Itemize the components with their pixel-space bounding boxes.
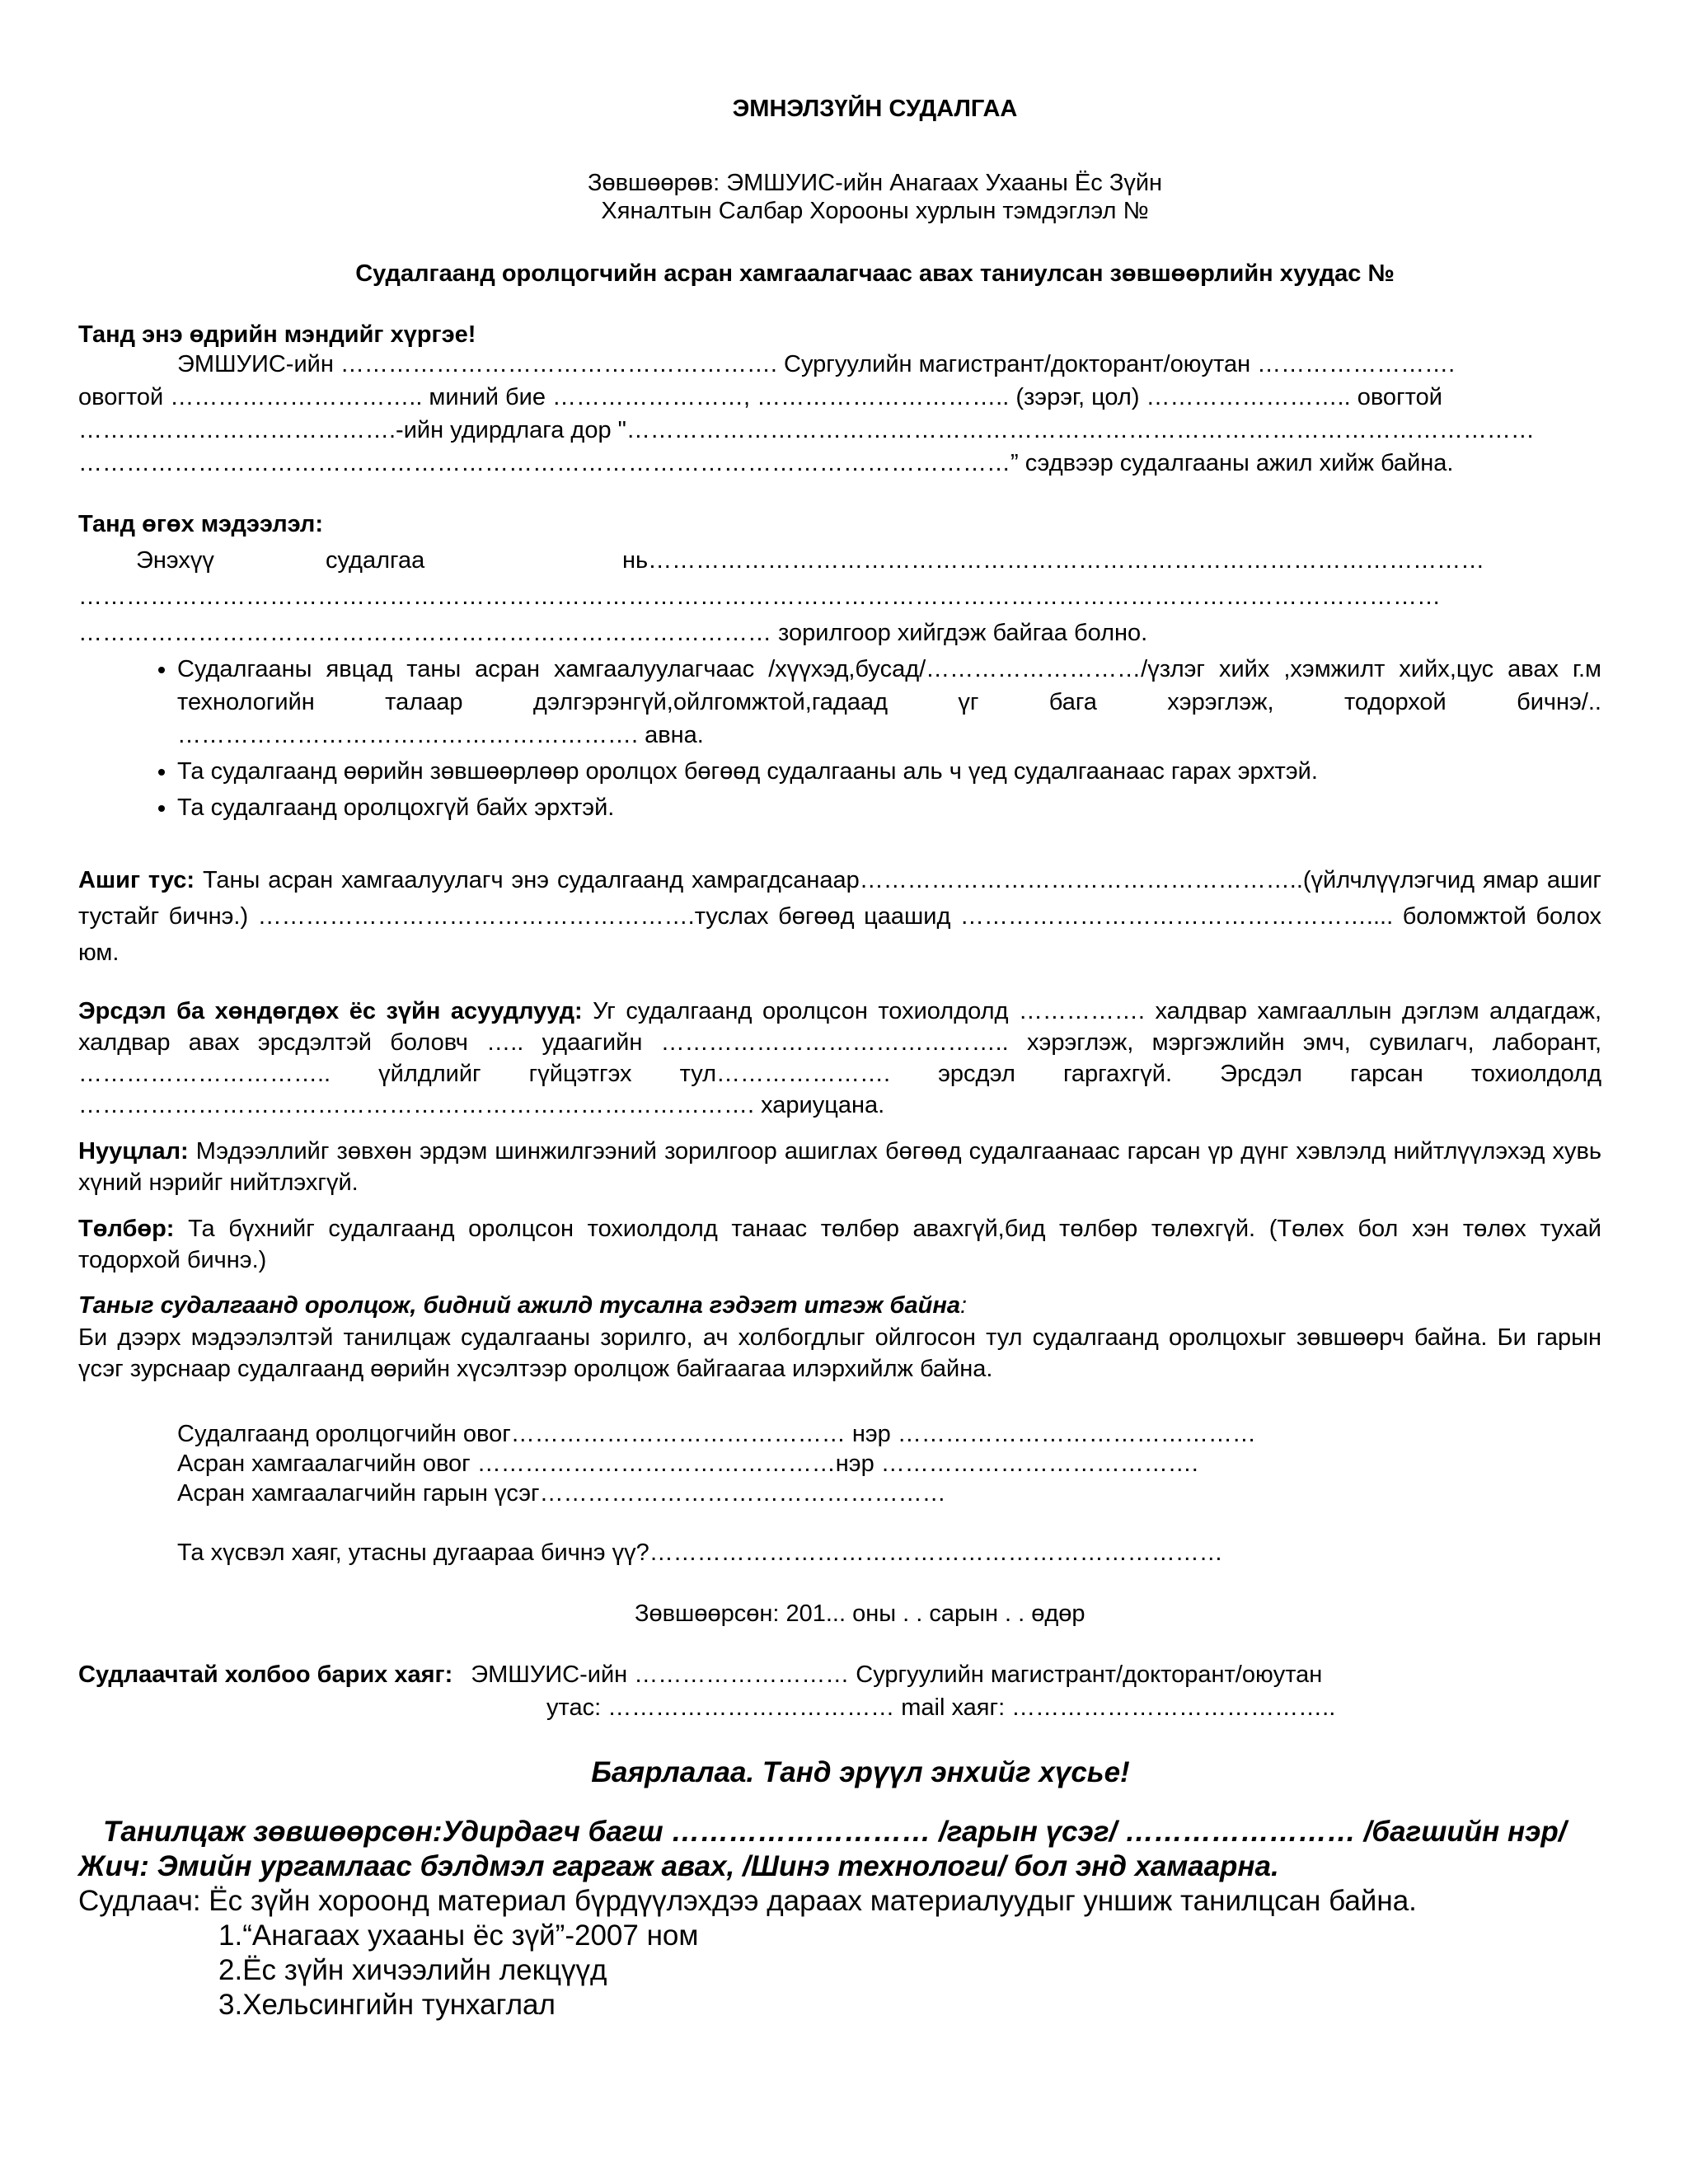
document-page bbox=[78, 92, 1601, 2022]
material-item: 3.Хельсингийн тунхаглал bbox=[218, 1989, 556, 2021]
benefit-label: Ашиг тус: bbox=[78, 867, 195, 893]
greeting-line-2: овогтой ………………………….. миний бие ……………………, ………………………….. (зэрэг, цол) …………………….. овогтой bbox=[78, 384, 1442, 410]
contact-question: Та хүсвэл хаяг, утасны дугаараа бичнэ үү?……………………………………………………………… bbox=[177, 1540, 1223, 1566]
researcher-contact-line-2: утас: ……………………………… mail хаяг: ………………………………….. bbox=[546, 1694, 1336, 1721]
date-line: Зөвшөөрсөн: 201... оны . . сарын . . өдөр bbox=[635, 1601, 1085, 1627]
benefit-text: Таны асран хамгаалуулагч энэ судалгаанд хамрагдсанаар………………………………………………..(үйлчлүүлэгчид ямар ашиг тустайг бичнэ.) ……………………………………………….туслах бөгөөд цаашид …………………………………………….... боломжтой болох юм. bbox=[78, 867, 1601, 966]
form-title: Судалгаанд оролцогчийн асран хамгаалагчаас авах таниулсан зөвшөөрлийн хуудас № bbox=[355, 260, 1395, 287]
consent-heading: Таныг судалгаанд оролцож, бидний ажилд тусална гэдэгт итгэж байна bbox=[78, 1292, 960, 1319]
greeting-heading: Танд энэ өдрийн мэндийг хүргэе! bbox=[78, 321, 476, 348]
payment-label: Төлбөр: bbox=[78, 1216, 175, 1242]
researcher-contact-line-1: ЭМШУИС-ийн ……………………… Сургуулийн магистрант/докторант/оюутан bbox=[471, 1661, 1323, 1688]
payment-text: Та бүхнийг судалгаанд оролцсон тохиолдолд танаас төлбөр авахгүй,бид төлбөр төлөхгүй. (Төлөх бол хэн төлөх тухай тодорхой бичнэ.) bbox=[78, 1216, 1601, 1273]
info-purpose-line: …………………………………………………………………………… зорилгоор хийгдэж байгаа болно. bbox=[78, 620, 1148, 646]
info-bullet-list bbox=[78, 653, 1601, 824]
risk-label: Эрсдэл ба хөндөгдөх ёс зүйн асуудлууд: bbox=[78, 998, 583, 1024]
consent-heading-row bbox=[78, 1289, 1601, 1322]
note-line: Жич: Эмийн ургамлаас бэлдмэл гаргаж авах, /Шинэ технологи/ бол энд хамаарна. bbox=[78, 1850, 1279, 1882]
info-heading: Танд өгөх мэдээлэл: bbox=[78, 511, 324, 537]
consent-heading-colon: : bbox=[959, 1292, 968, 1319]
info-bullet: • Та судалгаанд өөрийн зөвшөөрлөөр оролцох бөгөөд судалгааны аль ч үед судалгаанаас гарах эрхтэй. bbox=[177, 755, 1601, 788]
greeting-block bbox=[78, 348, 1601, 480]
info-intro-a: Энэхүү bbox=[136, 547, 214, 574]
privacy-label: Нууцлал: bbox=[78, 1138, 189, 1165]
greeting-line-4: ………………………………………………………………………………………………………” сэдвээр судалгааны ажил хийж байна. bbox=[78, 450, 1454, 476]
risk-text: Уг судалгаанд оролцсон тохиолдолд ……………. халдвар хамгааллын дэглэм алдагдаж, халдвар авах эрсдэлтэй боловч ….. удаагийн …………………………………….. хэрэглэж, мэргэжлийн эмч, сувилагч, лаборант, ………………………….. үйлдлийг гүйцэтгэх тул…………………. эрсдэл гаргахгүй. Эрсдэл гарсан тохиолдолд …………………………………………………………………………. хариуцана. bbox=[78, 998, 1602, 1118]
info-intro bbox=[78, 544, 1601, 577]
consent-text: Би дээрх мэдээлэлтэй танилцаж судалгааны зорилго, ач холбогдлыг ойлгосон тул судалгаанд оролцохыг зөвшөөрч байна. Би гарын үсэг зурснаар судалгаанд өөрийн хүсэлтээр оролцож байгаагаа илэрхийлж байна. bbox=[78, 1324, 1601, 1382]
privacy-text: Мэдээллийг зөвхөн эрдэм шинжилгээний зорилгоор ашиглах бөгөөд судалгаанаас гарсан үр дүнг хэвлэлд нийтлүүлэхэд хувь хүний нэрийг нийтлэхгүй. bbox=[78, 1138, 1601, 1196]
approval-line-1: Зөвшөөрөв: ЭМШУИС-ийн Анагаах Ухааны Ёс Зүйн bbox=[587, 170, 1163, 196]
approval-line-2: Хяналтын Салбар Хорооны хурлын тэмдэглэл № bbox=[601, 198, 1149, 224]
greeting-line-3: ………………………………….-ийн удирдлага дор "…………………………………………………………………………………………………… bbox=[78, 417, 1535, 443]
researcher-contact bbox=[78, 1658, 1601, 1691]
participant-name-field: Судалгаанд оролцогчийн овог…………………………………… нэр ……………………………………… bbox=[177, 1421, 1256, 1447]
benefit-section bbox=[78, 862, 1601, 971]
material-item: 1.“Анагаах ухааны ёс зүй”-2007 ном bbox=[218, 1919, 699, 1952]
info-bullet: • Судалгааны явцад таны асран хамгаалуулагчаас /хүүхэд,бусад/………………………/үзлэг хийх ,хэмжилт хийх,цус авах г.м технологийн талаар дэлгэрэнгүй,ойлгомжтой,гадаад үг бага хэрэглэж, тодорхой бичнэ/.. …………………………………………………. авна. bbox=[177, 653, 1601, 752]
researcher-statement: Судлаач: Ёс зүйн хороонд материал бүрдүүлэхдээ дараах материалуудыг уншиж танилцсан байна. bbox=[78, 1885, 1417, 1917]
materials-list bbox=[78, 1919, 1601, 2022]
payment-section bbox=[78, 1213, 1601, 1276]
guardian-name-field: Асран хамгаалагчийн овог ………………………………………нэр …………………………………. bbox=[177, 1451, 1198, 1477]
info-intro-c: нь…………………………………………………………………………………………… bbox=[622, 547, 1485, 574]
researcher-contact-label: Судлаачтай холбоо барих хаяг: bbox=[78, 1661, 453, 1688]
supervisor-line: Танилцаж зөвшөөрсөн:Удирдагч багш ……………………… /гарын үсэг/ …………………… /багшийн нэр/ bbox=[103, 1816, 1567, 1848]
privacy-section bbox=[78, 1136, 1601, 1198]
signature-fields bbox=[78, 1419, 1601, 1568]
greeting-line-1: ЭМШУИС-ийн ………………………………………………. Сургуулийн магистрант/докторант/оюутан ……………………. bbox=[177, 351, 1456, 377]
info-dots-line: ……………………………………………………………………………………………………………………………………………………… bbox=[78, 583, 1441, 610]
guardian-signature-field: Асран хамгаалагчийн гарын үсэг…………………………………………… bbox=[177, 1480, 946, 1507]
document-title: ЭМНЭЛЗҮЙН СУДАЛГАА bbox=[732, 96, 1018, 122]
material-item: 2.Ёс зүйн хичээлийн лекцүүд bbox=[218, 1954, 607, 1986]
info-intro-b: судалгаа bbox=[326, 547, 425, 574]
info-bullet: • Та судалгаанд оролцохгүй байх эрхтэй. bbox=[177, 791, 1601, 824]
thanks-message: Баярлалаа. Танд эрүүл энхийг хүсье! bbox=[591, 1756, 1130, 1788]
risk-section bbox=[78, 996, 1601, 1121]
